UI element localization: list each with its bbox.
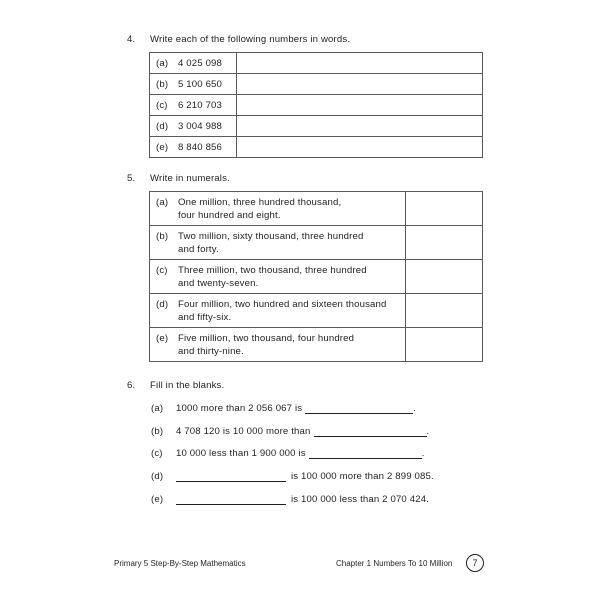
fill-blank-item xyxy=(151,426,471,440)
row-label: (d) xyxy=(156,120,169,132)
table-row xyxy=(150,192,483,226)
words-line: Five million, two thousand, four hundred xyxy=(178,333,355,344)
question-number: 5. xyxy=(127,173,136,184)
answer-cell[interactable] xyxy=(406,260,483,294)
answer-cell[interactable] xyxy=(406,192,483,226)
fill-blank-item xyxy=(151,403,471,417)
table-row xyxy=(150,74,483,95)
number-value: 8 840 856 xyxy=(178,141,223,153)
item-label: (c) xyxy=(151,448,163,459)
item-text-after: . xyxy=(421,448,425,459)
question-instruction: Write each of the following numbers in words. xyxy=(150,34,351,45)
q5-table xyxy=(149,191,483,362)
row-label: (b) xyxy=(156,231,169,242)
answer-cell[interactable] xyxy=(237,95,483,116)
answer-cell[interactable] xyxy=(406,226,483,260)
table-row xyxy=(150,116,483,137)
number-value: 3 004 988 xyxy=(178,120,223,132)
item-label: (a) xyxy=(151,403,164,414)
answer-cell[interactable] xyxy=(237,53,483,74)
row-label: (a) xyxy=(156,57,169,69)
question-instruction: Write in numerals. xyxy=(150,173,230,184)
footer-book-title: Primary 5 Step-By-Step Mathematics xyxy=(114,559,246,568)
fill-blank-item xyxy=(151,494,471,508)
question-4 xyxy=(127,34,427,48)
footer-chapter-title: Chapter 1 Numbers To 10 Million xyxy=(336,559,453,568)
row-label: (e) xyxy=(156,141,169,153)
answer-cell[interactable] xyxy=(237,74,483,95)
table-row xyxy=(150,328,483,362)
row-label: (b) xyxy=(156,78,169,90)
words-line: four hundred and eight. xyxy=(178,209,281,221)
table-row xyxy=(150,226,483,260)
answer-cell[interactable] xyxy=(237,137,483,158)
item-text-after: is 100 000 more than 2 899 085. xyxy=(291,471,434,482)
item-text-before: 10 000 less than 1 900 000 is xyxy=(176,448,306,459)
answer-blank[interactable] xyxy=(176,472,286,482)
words-line: Four million, two hundred and sixteen thousand xyxy=(178,299,387,310)
row-label: (e) xyxy=(156,333,169,344)
words-line: and thirty-nine. xyxy=(178,345,244,357)
item-text-after: is 100 000 less than 2 070 424. xyxy=(291,494,429,505)
words-line: and twenty-seven. xyxy=(178,277,259,289)
item-text-after: . xyxy=(426,426,430,437)
item-label: (b) xyxy=(151,426,164,437)
question-number: 6. xyxy=(127,380,136,391)
fill-blank-item xyxy=(151,471,471,485)
number-value: 4 025 098 xyxy=(178,57,223,69)
row-label: (c) xyxy=(156,265,168,276)
table-row xyxy=(150,294,483,328)
item-text-before: 4 708 120 is 10 000 more than xyxy=(176,426,311,437)
number-value: 5 100 650 xyxy=(178,78,223,90)
words-line: Two million, sixty thousand, three hundred xyxy=(178,231,364,242)
words-line: Three million, two thousand, three hundred xyxy=(178,265,367,276)
table-row xyxy=(150,95,483,116)
page-number: 7 xyxy=(466,554,484,572)
question-6 xyxy=(127,380,427,394)
question-instruction: Fill in the blanks. xyxy=(150,380,225,391)
answer-cell[interactable] xyxy=(406,294,483,328)
words-line: and forty. xyxy=(178,243,219,255)
answer-cell[interactable] xyxy=(406,328,483,362)
row-label: (a) xyxy=(156,197,169,208)
answer-blank[interactable] xyxy=(305,404,413,414)
answer-blank[interactable] xyxy=(314,427,427,437)
item-label: (e) xyxy=(151,494,164,505)
table-row xyxy=(150,53,483,74)
number-value: 6 210 703 xyxy=(178,99,223,111)
table-row xyxy=(150,137,483,158)
answer-blank[interactable] xyxy=(309,449,422,459)
item-text-after: . xyxy=(413,403,417,414)
question-5 xyxy=(127,173,427,187)
question-number: 4. xyxy=(127,34,136,45)
fill-blank-item xyxy=(151,448,471,462)
table-row xyxy=(150,260,483,294)
words-line: and fifty-six. xyxy=(178,311,232,323)
words-line: One million, three hundred thousand, xyxy=(178,197,342,208)
answer-cell[interactable] xyxy=(237,116,483,137)
row-label: (d) xyxy=(156,299,169,310)
q4-table xyxy=(149,52,483,158)
row-label: (c) xyxy=(156,99,168,111)
item-text-before: 1000 more than 2 056 067 is xyxy=(176,403,303,414)
item-label: (d) xyxy=(151,471,164,482)
answer-blank[interactable] xyxy=(176,495,286,505)
